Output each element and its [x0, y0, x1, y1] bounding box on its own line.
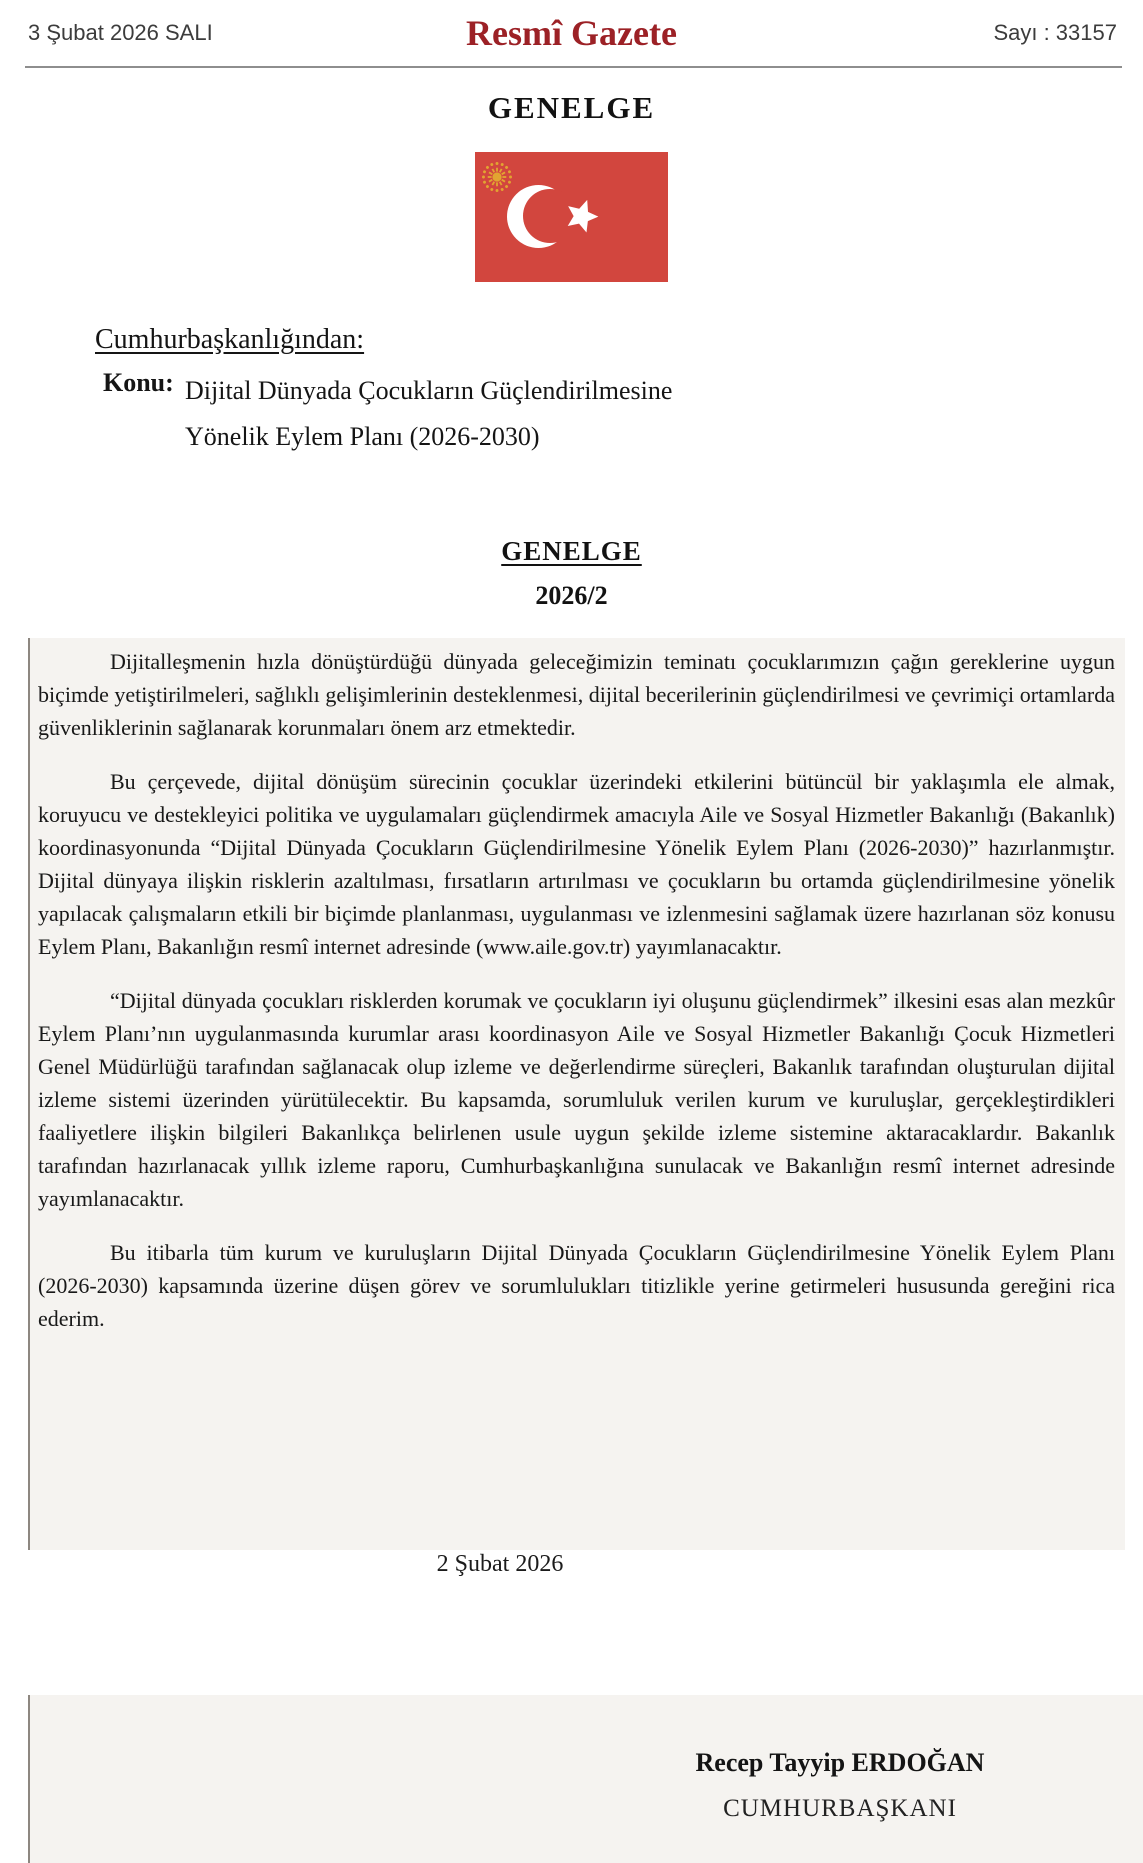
turkish-flag [475, 152, 668, 282]
body-text-block [28, 638, 1125, 1550]
subject-line-2: Yönelik Eylem Planı (2026-2030) [185, 422, 540, 451]
paragraph-3: “Dijital dünyada çocukları risklerden korumak ve çocukların iyi oluşunu güçlendirmek” ilkesini esas alan mezkûr Eylem Planı’nın uygulanmasında kurumlar arası koordinasyon Aile ve Sosyal Hizmetler Bakanlığı Çocuk Hizmetleri Genel Müdürlüğü tarafından sağlanacak olup izleme ve değerlendirme süreçleri, Bakanlık tarafından oluşturulan dijital izleme sistemi üzerinden yürütülecektir. Bu kapsamda, sorumluluk verilen kurum ve kuruluşlar, gerçekleştirdikleri faaliyetlere ilişkin bilgileri Bakanlıkça belirlenen usule uygun şekilde izleme sistemine aktaracaklardır. Bakanlık tarafından hazırlanacak yıllık izleme raporu, Cumhurbaşkanlığına sunulacak ve Bakanlığın resmî internet adresinde yayımlanacaktır. [38, 988, 1115, 1211]
presidential-seal-icon [480, 160, 514, 194]
masthead-issue-number: Sayı : 33157 [993, 20, 1117, 45]
paragraph-2: Bu çerçevede, dijital dönüşüm sürecinin çocuklar üzerindeki etkilerini bütüncül bir yaklaşımla ele almak, koruyucu ve destekleyici politika ve uygulamaları güçlendirmek amacıyla Aile ve Sosyal Hizmetler Bakanlığı (Bakanlık) koordinasyonunda “Dijital Dünyada Çocukların Güçlendirilmesine Yönelik Eylem Planı (2026-2030)” hazırlanmıştır. Dijital dünyaya ilişkin risklerin azaltılması, fırsatların artırılması ve çocukların bu ortamda güçlendirilmesine yönelik yapılacak çalışmaların etkili bir biçimde planlanması, uygulanması ve izlenmesini sağlamak üzere hazırlanan söz konusu Eylem Planı, Bakanlığın resmî internet adresinde (www.aile.gov.tr) yayımlanacaktır. [38, 769, 1115, 959]
signatory-title: CUMHURBAŞKANI [723, 1795, 957, 1822]
subject-text [185, 368, 805, 460]
signature-block [688, 1748, 992, 1823]
document-heading: GENELGE [487, 90, 656, 125]
paragraph-4: Bu itibarla tüm kurum ve kuruluşların Dijital Dünyada Çocukların Güçlendirilmesine Yönelik Eylem Planı (2026-2030) kapsamında üzerine düşen görev ve sorumlulukları titizlikle yerine getirmeleri hususunda gereğini rica ederim. [38, 1240, 1115, 1331]
subject-label: Konu: [103, 368, 174, 397]
masthead-date: 3 Şubat 2026 SALI [28, 20, 213, 45]
circular-number: 2026/2 [535, 581, 608, 610]
circular-heading: GENELGE [501, 536, 642, 566]
document-date: 2 Şubat 2026 [436, 1551, 564, 1577]
masthead-title: Resmî Gazete [466, 13, 677, 53]
subject-line-1: Dijital Dünyada Çocukların Güçlendirilmesine [185, 376, 673, 405]
signatory-name: Recep Tayyip ERDOĞAN [695, 1748, 985, 1777]
paragraph-1: Dijitalleşmenin hızla dönüştürdüğü dünyada geleceğimizin teminatı çocuklarımızın çağın gereklerine uygun biçimde yetiştirilmeleri, sağlıklı gelişimlerinin desteklenmesi, dijital becerilerinin güçlendirilmesi ve çevrimiçi ortamlarda güvenliklerinin sağlanarak korunmaları önem arz etmektedir. [38, 649, 1115, 740]
issuer-line: Cumhurbaşkanlığından: [95, 324, 365, 355]
masthead-divider [25, 66, 1122, 68]
